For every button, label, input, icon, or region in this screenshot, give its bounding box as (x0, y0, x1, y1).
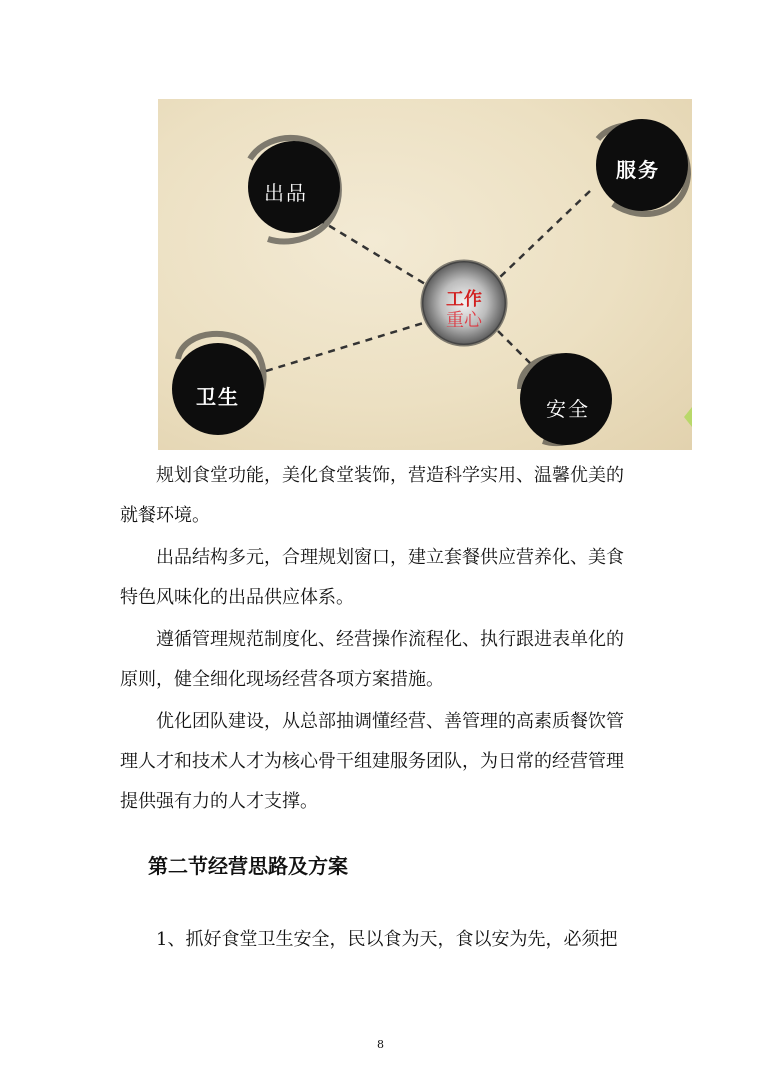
node-label-top-right: 服务 (616, 158, 660, 182)
center-label (434, 289, 494, 331)
center-label-line1: 工作 (446, 289, 482, 310)
node-label-top-left: 出品 (264, 181, 308, 205)
link-top-left (318, 219, 430, 287)
paragraph-4: 优化团队建设，从总部抽调懂经营、善管理的高素质餐饮管理人才和技术人才为核心骨干组建服务团队，为日常的经营管理提供强有力的人才支撑。 (120, 711, 624, 812)
node-label-bottom-left: 卫生 (196, 385, 240, 409)
link-bottom-left (266, 321, 430, 371)
paragraph-1: 规划食堂功能，美化食堂装饰，营造科学实用、温馨优美的就餐环境。 (120, 465, 624, 526)
paragraph-3: 遵循管理规范制度化、经营操作流程化、执行跟进表单化的原则，健全细化现场经营各项方案措施。 (120, 629, 624, 690)
page-number: 8 (377, 1038, 384, 1051)
section-heading: 第二节经营思路及方案 (148, 854, 348, 878)
item-1-text: 1、抓好食堂卫生安全，民以食为天，食以安为先，必须把 (156, 929, 618, 950)
paragraph-2: 出品结构多元，合理规划窗口，建立套餐供应营养化、美食特色风味化的出品供应体系。 (120, 547, 624, 608)
leaf-decoration (684, 407, 692, 427)
link-top-right (498, 191, 590, 279)
node-label-bottom-right: 安全 (546, 397, 590, 421)
work-focus-diagram (158, 99, 692, 450)
link-bottom-right (498, 331, 530, 363)
center-label-line2: 重心 (446, 310, 482, 331)
